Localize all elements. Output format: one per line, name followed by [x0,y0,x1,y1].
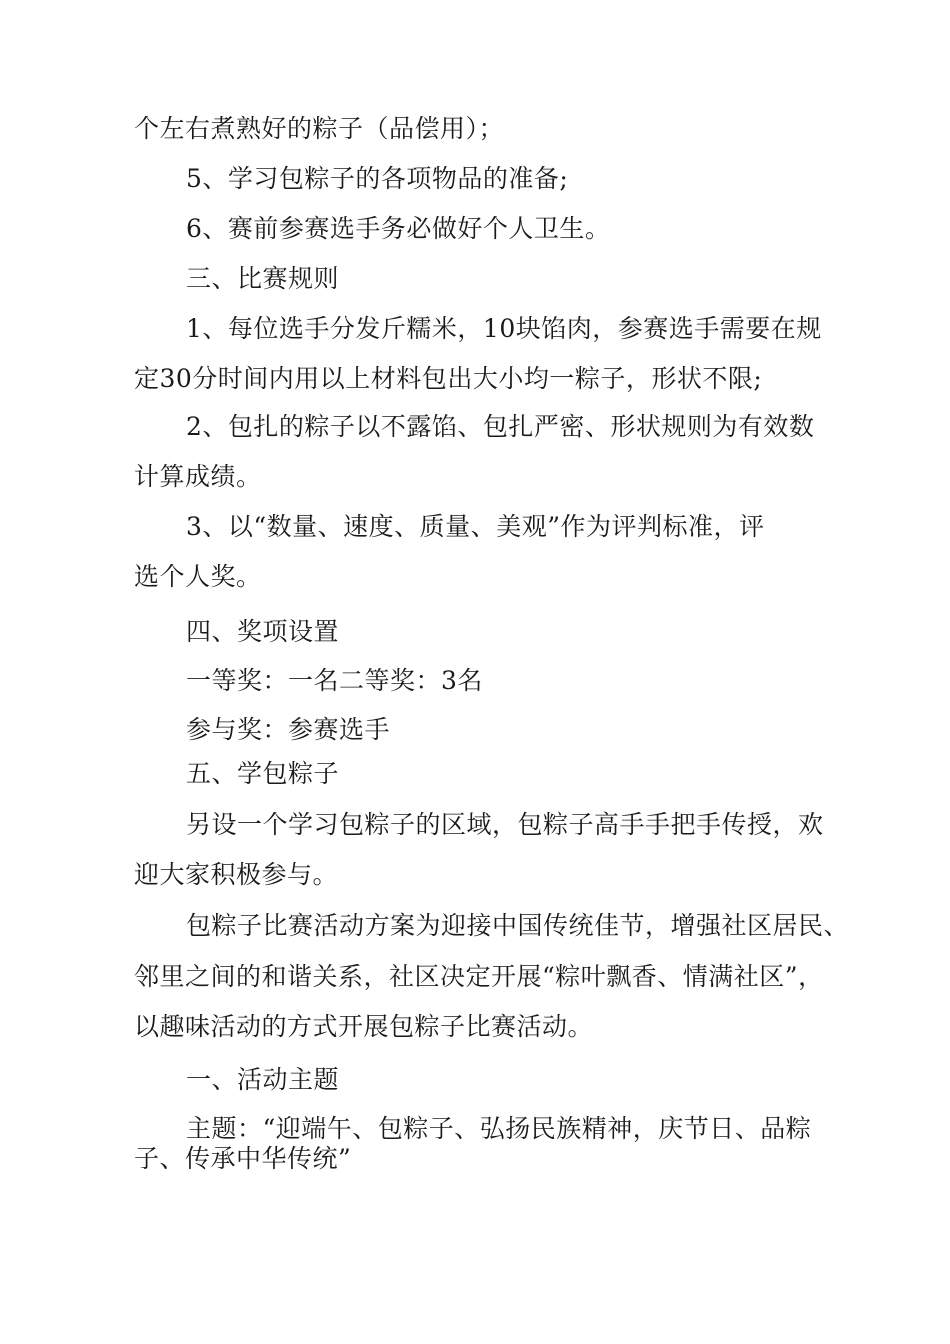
section-heading-theme: 一、活动主题 [186,1065,340,1094]
text-line: 个左右煮熟好的粽子（品偿用）； [134,114,505,143]
rule-item-1: 1、每位选手分发斤糯米，10块馅肉，参赛选手需要在规 [186,314,822,343]
rule-item-2: 2、包扎的粽子以不露馅、包扎严密、形状规则为有效数 [186,412,815,441]
text-line: 以趣味活动的方式开展包粽子比赛活动。 [134,1012,594,1041]
text-line: 迎大家积极参与。 [134,860,339,889]
theme-line: 主题：“迎端午、包粽子、弘扬民族精神，庆节日、品粽 [186,1114,812,1143]
section-heading-rules: 三、比赛规则 [186,264,340,293]
paragraph-line: 包粽子比赛活动方案为迎接中国传统佳节，增强社区居民、 [186,911,850,940]
text-line: 定30分时间内用以上材料包出大小均一粽子，形状不限; [134,364,763,393]
paragraph-line: 另设一个学习包粽子的区域，包粽子高手手把手传授，欢 [186,810,824,839]
text-line: 子、传承中华传统” [134,1144,352,1173]
award-line: 参与奖：参赛选手 [186,715,391,744]
list-item-5: 5、学习包粽子的各项物品的准备; [186,164,569,193]
list-item-6: 6、赛前参赛选手务必做好个人卫生。 [186,214,611,243]
text-line: 计算成绩。 [134,462,262,491]
text-line: 邻里之间的和谐关系，社区决定开展“粽叶飘香、情满社区”， [134,962,824,991]
text-line: 选个人奖。 [134,562,262,591]
section-heading-awards: 四、奖项设置 [186,617,340,646]
section-heading-learn: 五、学包粽子 [186,759,340,788]
rule-item-3: 3、以“数量、速度、质量、美观”作为评判标准，评 [186,512,765,541]
award-line: 一等奖：一名二等奖：3名 [186,666,483,695]
